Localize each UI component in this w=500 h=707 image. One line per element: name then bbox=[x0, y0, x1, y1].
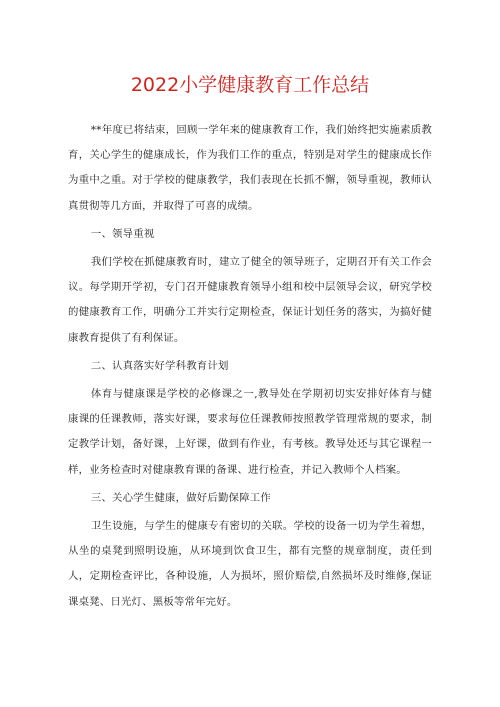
section-heading-logistics: 三、关心学生健康，做好后勤保障工作 bbox=[90, 491, 271, 504]
section-body-curriculum: 体育与健康课是学校的必修课之一,教导处在学期初切实安排好体育与健康课的任课教师，落实好课，要求每位任课教师按照教学管理常规的要求，制定教学计划，备好课，上好课，做到有作业，有考核。教导处还与其它课程一样，业务检查时对健康教育课的备课、进行检查，并记入教师个人档案。 bbox=[68, 388, 432, 476]
section-heading-curriculum: 二、认真落实好学科教育计划 bbox=[90, 359, 229, 372]
section-body-logistics: 卫生设施，与学生的健康专有密切的关联。学校的设备一切为学生着想，从坐的桌凳到照明设施，从环境到饮食卫生，都有完整的规章制度，责任到人，定期检查评比，各种设施，人为损坏，照价赔偿,自然损坏及时维修,保证课桌凳、日光灯、黑板等常年完好。 bbox=[68, 520, 432, 608]
intro-paragraph: **年度已将结束，回顾一学年来的健康教育工作，我们始终把实施素质教育，关心学生的健康成长，作为我们工作的重点，特别是对学生的健康成长作为重中之重。对于学校的健康教学，我们表现在长抓不懈，领导重视，教师认真贯彻等几方面，并取得了可喜的成绩。 bbox=[68, 124, 432, 212]
document-title: 2022小学健康教育工作总结 bbox=[130, 74, 370, 96]
section-heading-leadership: 一、领导重视 bbox=[90, 227, 155, 240]
section-body-leadership: 我们学校在抓健康教育时，建立了健全的领导班子，定期召开有关工作会议。每学期开学初，专门召开健康教育领导小组和校中层领导会议，研究学校的健康教育工作，明确分工并实行定期检查，保证计划任务的落实，为搞好健康教育提供了有利保证。 bbox=[68, 256, 432, 344]
